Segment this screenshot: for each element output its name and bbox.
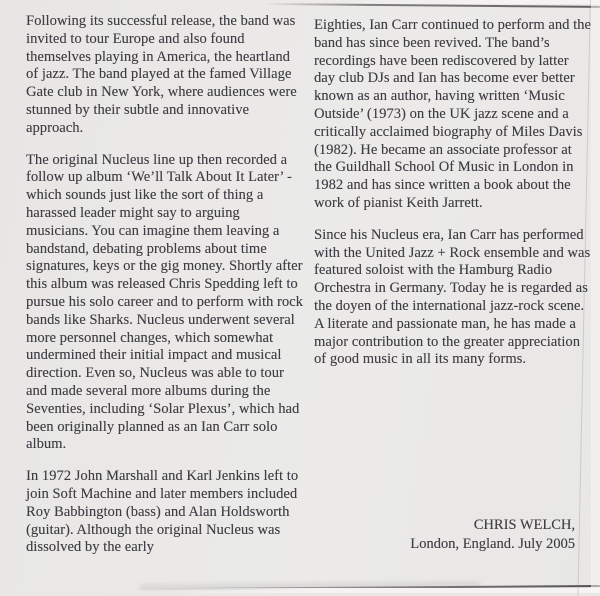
paragraph-left-3: In 1972 John Marshall and Karl Jenkins left to join Soft Machine and later members included Roy Babbington (bass) and Alan Holdsworth (guitar). Although the original Nucleus was dissolved by the early <box>26 468 299 556</box>
scan-strip-right <box>591 0 600 593</box>
text-column-left <box>26 13 304 571</box>
text-column-right <box>314 17 592 383</box>
signature-block <box>275 516 575 554</box>
signature-place-date: London, England. July 2005 <box>410 536 575 552</box>
author-name: CHRIS WELCH, <box>473 517 575 533</box>
scan-strip-bottom <box>120 588 600 593</box>
paragraph-left-1: Following its successful release, the band was invited to tour Europe and also found themselves playing in America, the heartland of jazz. The band played at the famed Village Gate club in New York, where audiences were stunned by their subtle and innovative approach. <box>26 13 297 136</box>
paragraph-right-1: Eighties, Ian Carr continued to perform and the band has since been revived. The band’s recordings have been rediscovered by latter day club DJs and Ian has become ever better known as an author, having written ‘Music Outside’ (1973) on the UK jazz scene and a critically acclaimed biography of Miles Davis (1982). He became an associate professor at the Guildhall School Of Music in London in 1982 and has since written a book about the work of pianist Keith Jarrett. <box>314 17 591 211</box>
paragraph-right-2: Since his Nucleus era, Ian Carr has performed with the United Jazz + Rock ensemble and was featured soloist with the Hamburg Radio Orchestra in Germany. Today he is regarded as the doyen of the international jazz-rock scene. A literate and passionate man, he has made a major contribution to the greater appreciation of good music in all its many forms. <box>314 226 591 368</box>
paragraph-left-2: The original Nucleus line up then recorded a follow up album ‘We’ll Talk About It Later’ - which sounds just like the sort of thing a harassed leader might say to arguing musicians. You can imagine them leaving a bandstand, debating problems about time signatures, keys or the gig money. Shortly after this album was released Chris Spedding left to pursue his solo career and to perform with rock bands like Sharks. Nucleus underwent several more personnel changes, which somewhat undermined their initial impact and musical direction. Even so, Nucleus was able to tour and made several more albums during the Seventies, including ‘Solar Plexus’, which had been originally planned as an Ian Carr solo album. <box>26 151 303 453</box>
